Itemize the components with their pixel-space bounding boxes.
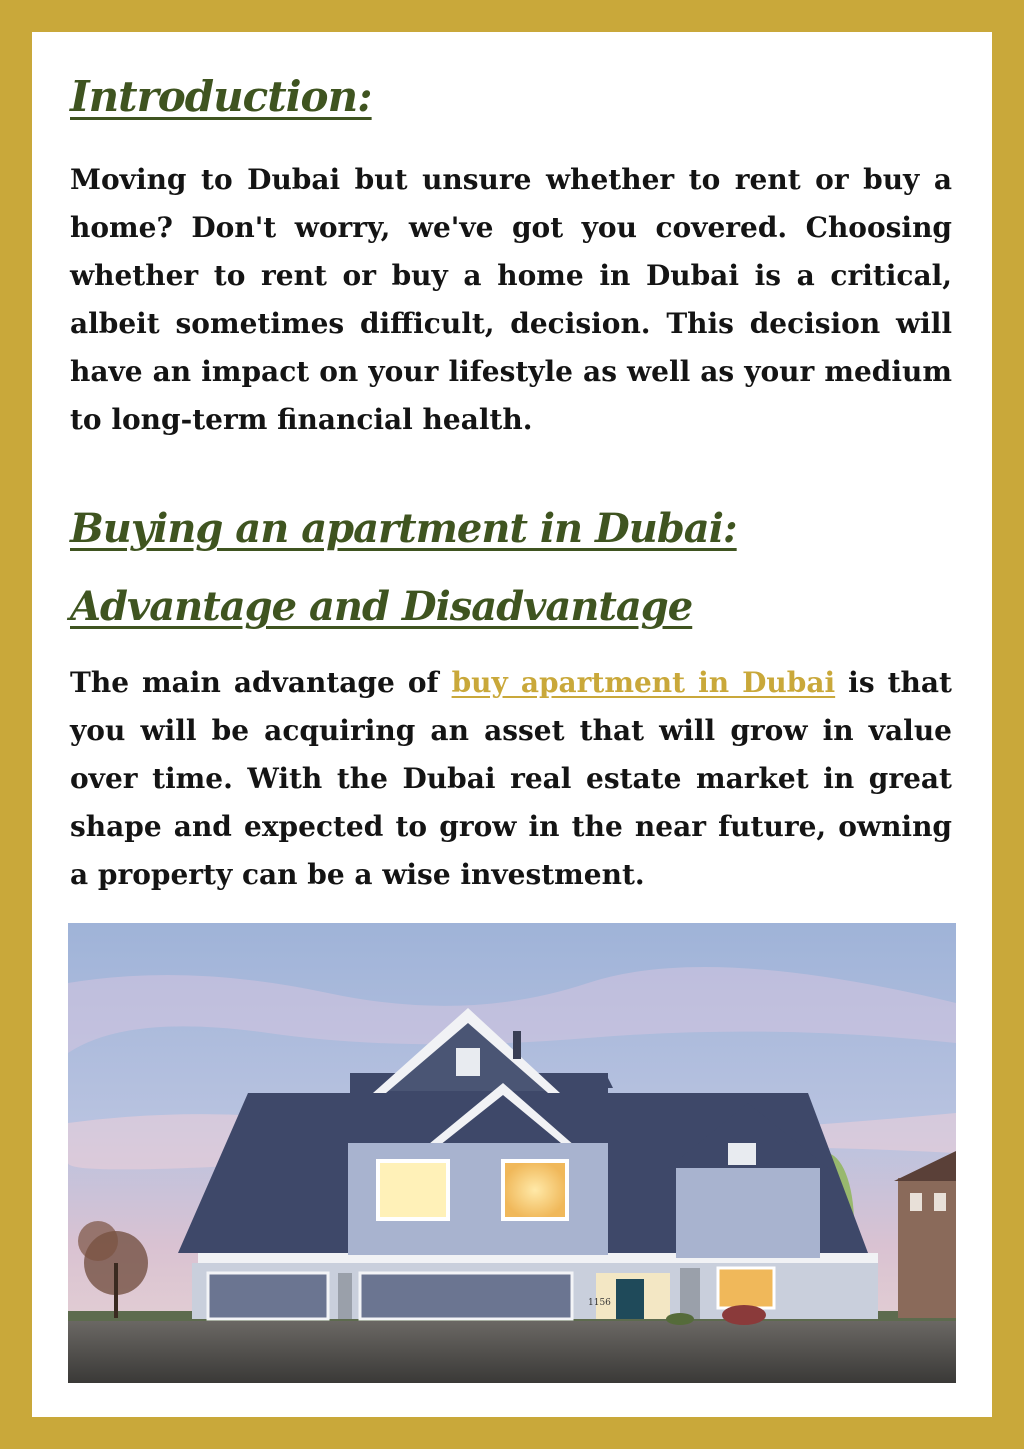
buying-paragraph — [70, 659, 952, 899]
buying-text-start: The main advantage of — [70, 666, 452, 699]
house-number: 1156 — [588, 1298, 611, 1308]
document-page — [32, 32, 992, 1417]
intro-paragraph: Moving to Dubai but unsure whether to rent or buy a home? Don't worry, we've got you covered. Choosing whether to rent or buy a home in Dubai is a critical, albeit sometimes difficult, decision. This decision will have an impact on your lifestyle as well as your medium to long-term financial health. — [70, 163, 952, 436]
buying-text-end: is that you will be acquiring an asset that will grow in value over time. With the Dubai real estate market in great shape and expected to grow in the near future, owning a property can be a wise investment. — [70, 666, 952, 891]
intro-heading: Introduction: — [70, 72, 372, 121]
house-photo — [68, 923, 956, 1383]
buying-heading: Buying an apartment in Dubai: Advantage and Disadvantage — [70, 505, 737, 630]
buy-apartment-link[interactable]: buy apartment in Dubai — [451, 666, 836, 699]
